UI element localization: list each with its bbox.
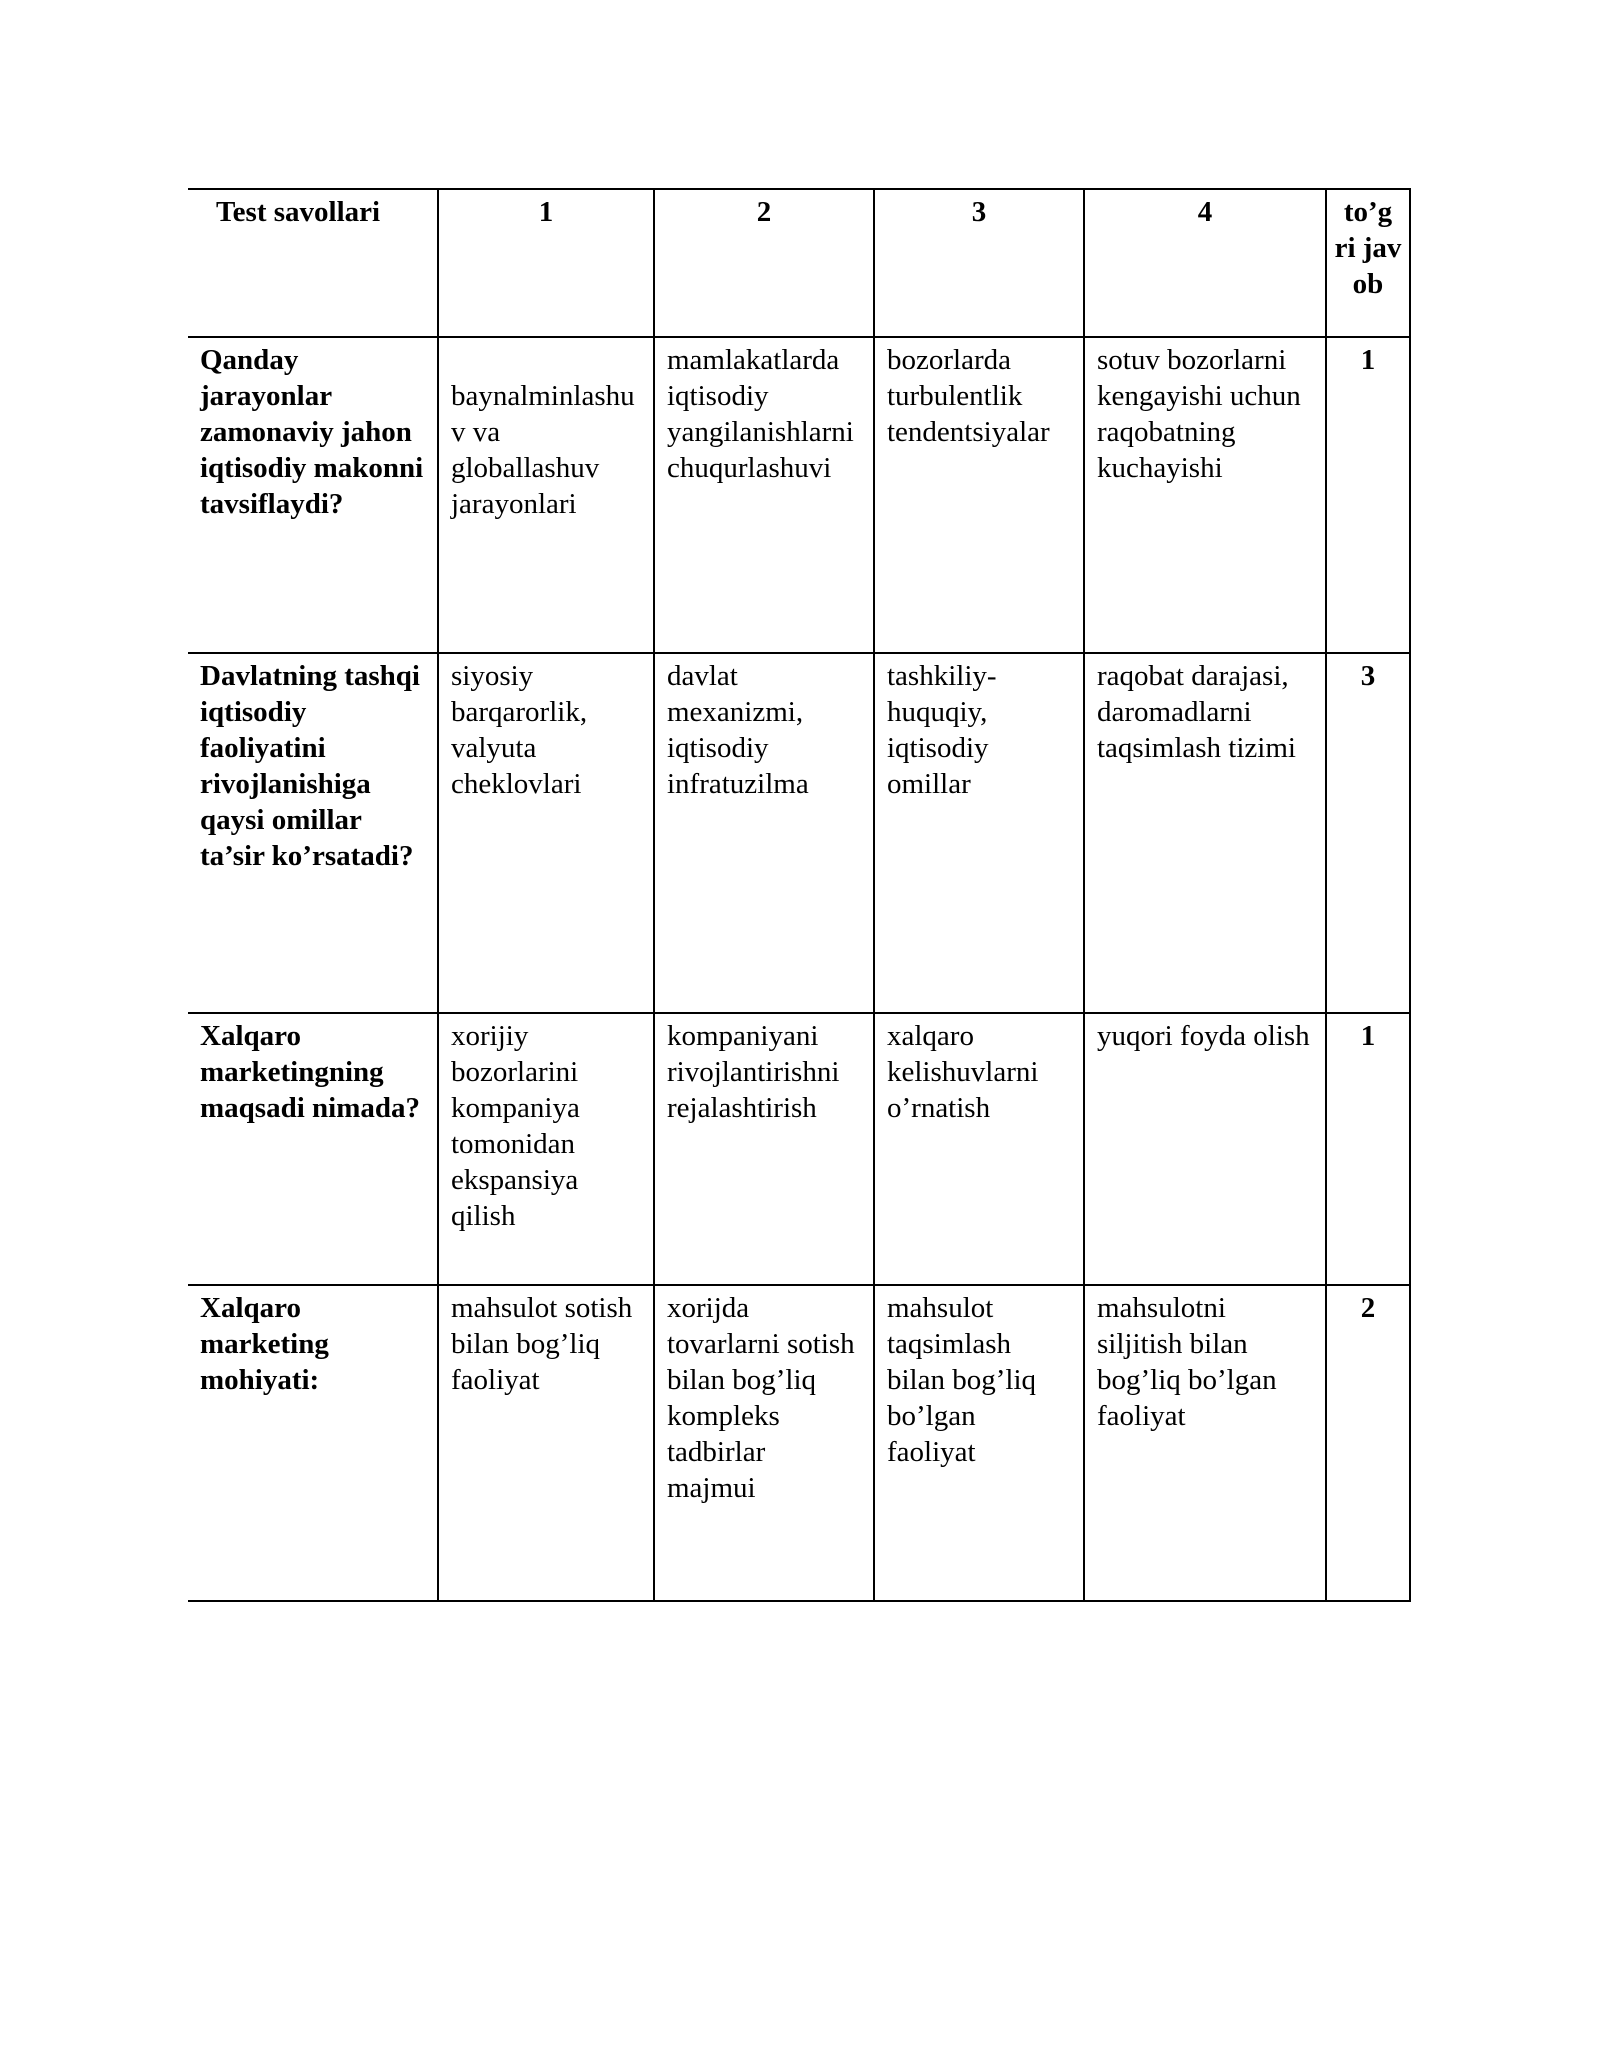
- option-cell: tashkiliy-huquqiy, iqtisodiy omillar: [874, 653, 1084, 1013]
- option-cell: siyosiy barqarorlik, valyuta cheklovlari: [438, 653, 654, 1013]
- correct-answer-cell: 1: [1326, 337, 1410, 653]
- option-cell: sotuv bozorlarni kengayishi uchun raqobatning kuchayishi: [1084, 337, 1326, 653]
- option-cell: mahsulot taqsimlash bilan bog’liq bo’lgan faoliyat: [874, 1285, 1084, 1601]
- correct-answer-cell: 1: [1326, 1013, 1410, 1285]
- header-option-2: 2: [654, 189, 874, 337]
- option-cell: xorijda tovarlarni sotish bilan bog’liq kompleks tadbirlar majmui: [654, 1285, 874, 1601]
- table-row: [188, 1285, 1410, 1601]
- option-cell: mahsulotni siljitish bilan bog’liq bo’lgan faoliyat: [1084, 1285, 1326, 1601]
- option-cell: yuqori foyda olish: [1084, 1013, 1326, 1285]
- option-cell: mahsulot sotish bilan bog’liq faoliyat: [438, 1285, 654, 1601]
- question-cell: Xalqaro marketingning maqsadi nimada?: [188, 1013, 438, 1285]
- test-questions-table: [188, 188, 1411, 1602]
- option-cell: raqobat darajasi, daromadlarni taqsimlash tizimi: [1084, 653, 1326, 1013]
- table-row: [188, 337, 1410, 653]
- option-cell: kompaniyani rivojlantirishni rejalashtirish: [654, 1013, 874, 1285]
- option-text: baynalminlashuv va globallashuv jarayonlari: [451, 380, 635, 520]
- option-cell: davlat mexanizmi, iqtisodiy infratuzilma: [654, 653, 874, 1013]
- question-cell: Qanday jarayonlar zamonaviy jahon iqtisodiy makonni tavsiflaydi?: [188, 337, 438, 653]
- table-header-row: [188, 189, 1410, 337]
- table-row: [188, 1013, 1410, 1285]
- option-cell: [438, 337, 654, 653]
- header-option-1: 1: [438, 189, 654, 337]
- header-option-3: 3: [874, 189, 1084, 337]
- header-question: Test savollari: [188, 189, 438, 337]
- table-row: [188, 653, 1410, 1013]
- option-cell: xorijiy bozorlarini kompaniya tomonidan ekspansiya qilish: [438, 1013, 654, 1285]
- header-correct-answer: to’g ri jav ob: [1326, 189, 1410, 337]
- question-cell: Xalqaro marketing mohiyati:: [188, 1285, 438, 1601]
- correct-answer-cell: 2: [1326, 1285, 1410, 1601]
- question-cell: Davlatning tashqi iqtisodiy faoliyatini rivojlanishiga qaysi omillar ta’sir ko’rsatadi?: [188, 653, 438, 1013]
- header-option-4: 4: [1084, 189, 1326, 337]
- correct-answer-cell: 3: [1326, 653, 1410, 1013]
- option-cell: mamlakatlarda iqtisodiy yangilanishlarni chuqurlashuvi: [654, 337, 874, 653]
- option-cell: xalqaro kelishuvlarni o’rnatish: [874, 1013, 1084, 1285]
- option-cell: bozorlarda turbulentlik tendentsiyalar: [874, 337, 1084, 653]
